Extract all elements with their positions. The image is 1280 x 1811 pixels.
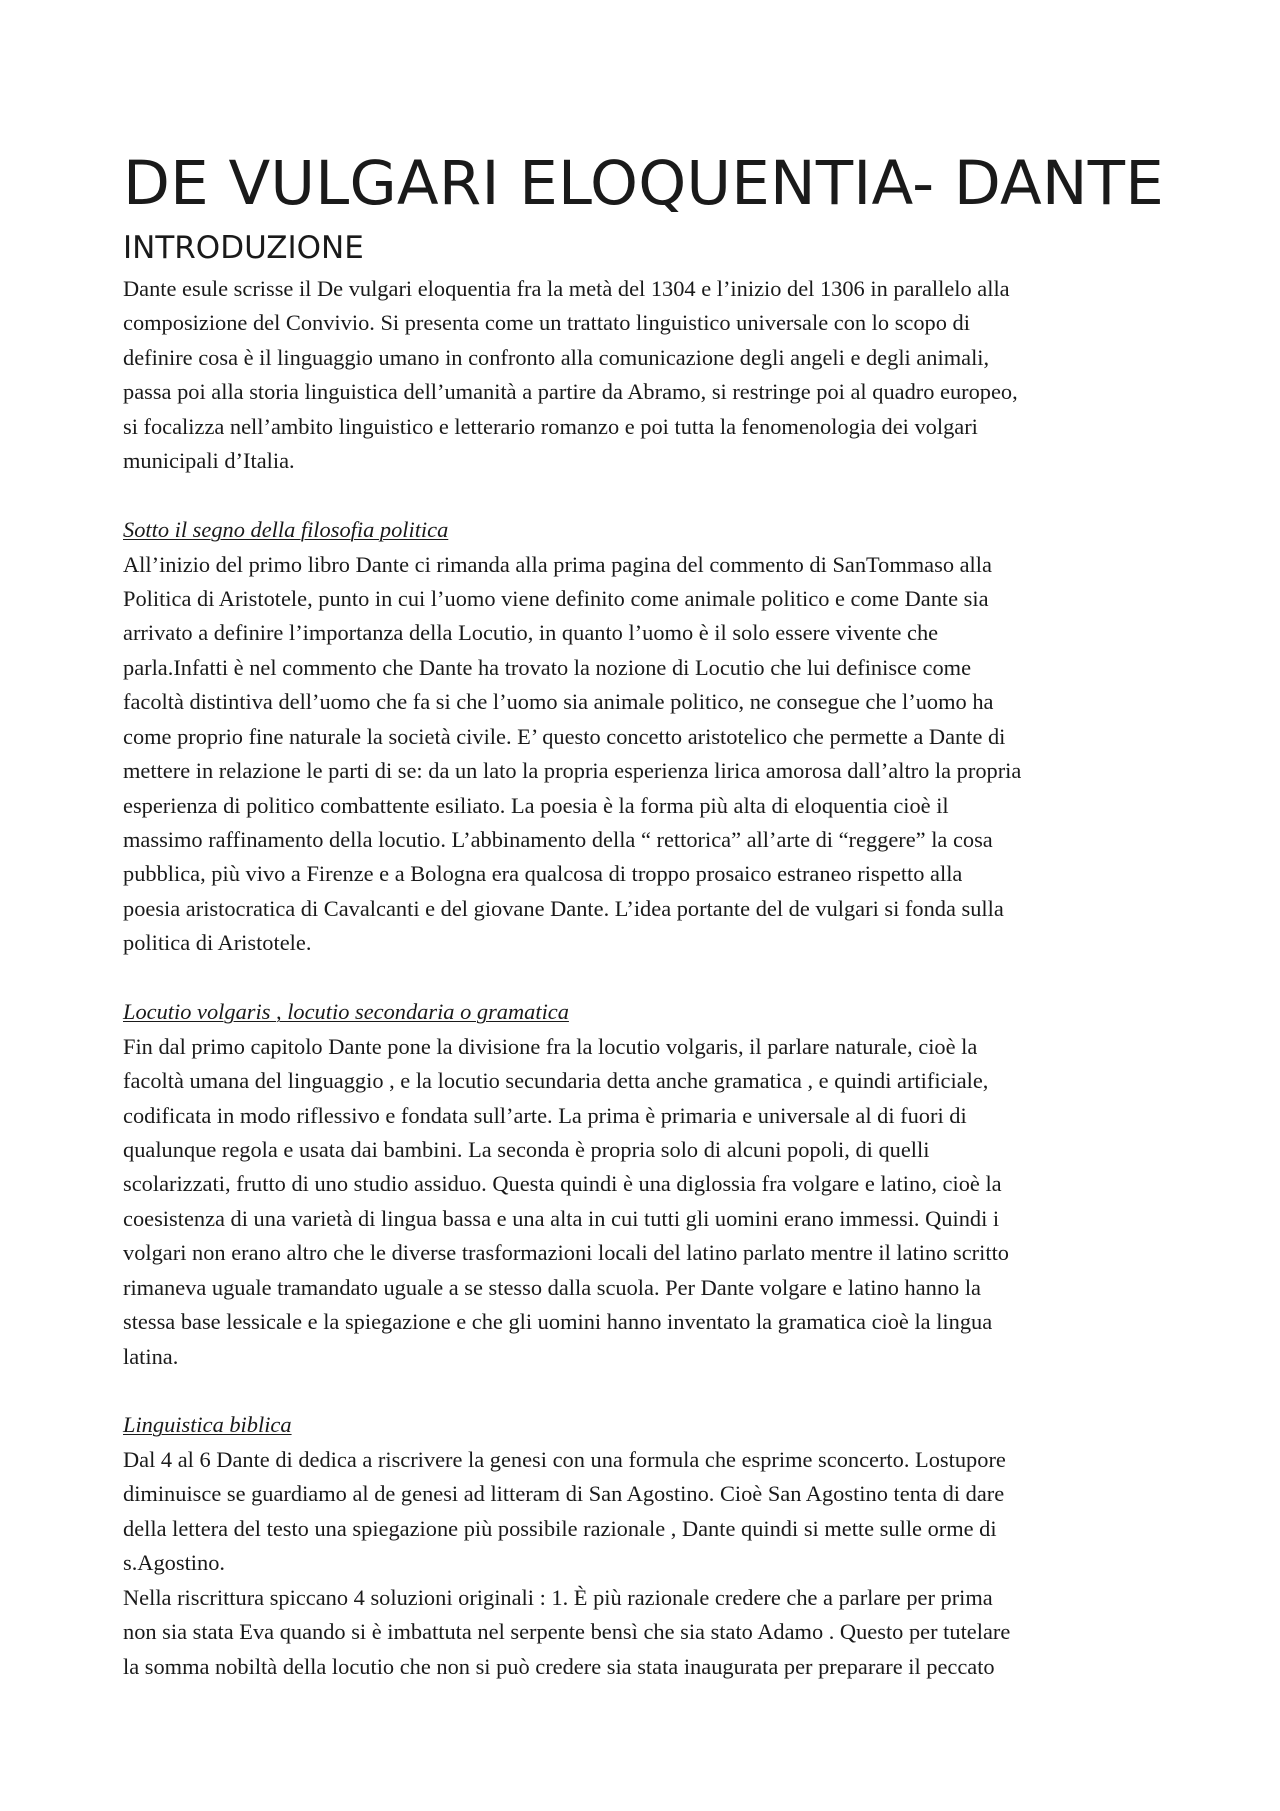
text-line: massimo raffinamento della locutio. L’abbinamento della “ rettorica” all’arte di “reggere” la cosa [123,827,993,852]
text-line: come proprio fine naturale la società civile. E’ questo concetto aristotelico che permette a Dante di [123,723,1006,749]
text-line: volgari non erano altro che le diverse trasformazioni locali del latino parlato mentre il latino scritto [123,1240,1009,1266]
section-filosofia-politica [123,513,1168,961]
text-line: della lettera del testo una spiegazione più possibile razionale , Dante quindi si mette sulle orme di [123,1515,997,1541]
document-title: DE VULGARI ELOQUENTIA- DANTE [123,148,1164,219]
text-line: s.Agostino. [123,1550,226,1576]
text-line: Politica di Aristotele, punto in cui l’uomo viene definito come animale politico e come Dante sia [123,585,989,611]
text-line: parla.Infatti è nel commento che Dante ha trovato la nozione di Locutio che lui definisce come [123,654,972,680]
paragraph-spacer [123,1374,1168,1408]
paragraph-spacer [123,479,1168,513]
text-line: Dante esule scrisse il De vulgari eloquentia fra la metà del 1304 e l’inizio del 1306 in parallelo alla [123,276,1010,301]
section-locutio-volgaris [123,995,1168,1374]
text-line: non sia stata Eva quando si è imbattuta nel serpente bensì che sia stato Adamo . Questo per tutelare [123,1619,1011,1645]
text-line: facoltà distintiva dell’uomo che fa si che l’uomo sia animale politico, ne consegue che l’uomo ha [123,689,994,715]
text-line: pubblica, più vivo a Firenze e a Bologna era qualcosa di troppo prosaico estraneo rispetto alla [123,861,963,887]
text-line: definire cosa è il linguaggio umano in confronto alla comunicazione degli angeli e degli animali, [123,344,990,370]
document-body [123,272,1168,1684]
text-line: qualunque regola e usata dai bambini. La seconda è propria solo di alcuni popoli, di quelli [123,1136,930,1162]
section-heading: Linguistica biblica [123,1412,292,1438]
text-line: esperienza di politico combattente esiliato. La poesia è la forma più alta di eloquentia cioè il [123,792,949,818]
text-line: politica di Aristotele. [123,930,312,956]
text-line: scolarizzati, frutto di uno studio assiduo. Questa quindi è una diglossia fra volgare e latino, cioè la [123,1171,1002,1197]
text-line: Dal 4 al 6 Dante di dedica a riscrivere la genesi con una formula che esprime sconcerto. Lostupore [123,1446,1006,1472]
text-line: diminuisce se guardiamo al de genesi ad litteram di San Agostino. Cioè San Agostino tenta di dare [123,1481,1005,1507]
text-line: poesia aristocratica di Cavalcanti e del giovane Dante. L’idea portante del de vulgari si fonda sulla [123,895,1004,921]
section-paragraph [123,1581,1168,1684]
text-line: si focalizza nell’ambito linguistico e letterario romanzo e poi tutta la fenomenologia dei volgari [123,413,978,439]
text-line: codificata in modo riflessivo e fondata sull’arte. La prima è primaria e universale al di fuori di [123,1102,967,1128]
text-line: All’inizio del primo libro Dante ci rimanda alla prima pagina del commento di SanTommaso alla [123,551,992,577]
text-line: la somma nobiltà della locutio che non si può credere sia stata inaugurata per preparare il peccato [123,1653,995,1679]
text-line: rimaneva uguale tramandato uguale a se stesso dalla scuola. Per Dante volgare e latino hanno la [123,1274,981,1300]
paragraph-spacer [123,961,1168,995]
text-line: composizione del Convivio. Si presenta come un trattato linguistico universale con lo scopo di [123,310,970,336]
text-line: passa poi alla storia linguistica dell’umanità a partire da Abramo, si restringe poi al quadro europeo, [123,379,1018,405]
text-line: latina. [123,1343,179,1369]
section-paragraph [123,1443,1168,1581]
text-line: stessa base lessicale e la spiegazione e che gli uomini hanno inventato la gramatica cioè la lingua [123,1309,993,1335]
text-line: municipali d’Italia. [123,448,295,474]
text-line: Nella riscrittura spiccano 4 soluzioni originali : 1. È più razionale credere che a parlare per prima [123,1584,993,1610]
section-heading: Locutio volgaris , locutio secondaria o gramatica [123,999,569,1025]
section-linguistica-biblica [123,1408,1168,1684]
intro-paragraph [123,272,1168,479]
text-line: arrivato a definire l’importanza della Locutio, in quanto l’uomo è il solo essere vivente che [123,620,939,646]
section-heading: Sotto il segno della filosofia politica [123,517,449,543]
text-line: facoltà umana del linguaggio , e la locutio secundaria detta anche gramatica , e quindi artificiale, [123,1068,989,1094]
document-subtitle: INTRODUZIONE [123,230,364,266]
text-line: coesistenza di una varietà di lingua bassa e una alta in cui tutti gli uomini erano immessi. Quindi i [123,1205,1000,1231]
text-line: mettere in relazione le parti di se: da un lato la propria esperienza lirica amorosa dall’altro la propria [123,758,1022,784]
text-line: Fin dal primo capitolo Dante pone la divisione fra la locutio volgaris, il parlare naturale, cioè la [123,1033,978,1059]
section-paragraph [123,1030,1168,1374]
section-paragraph [123,548,1168,961]
